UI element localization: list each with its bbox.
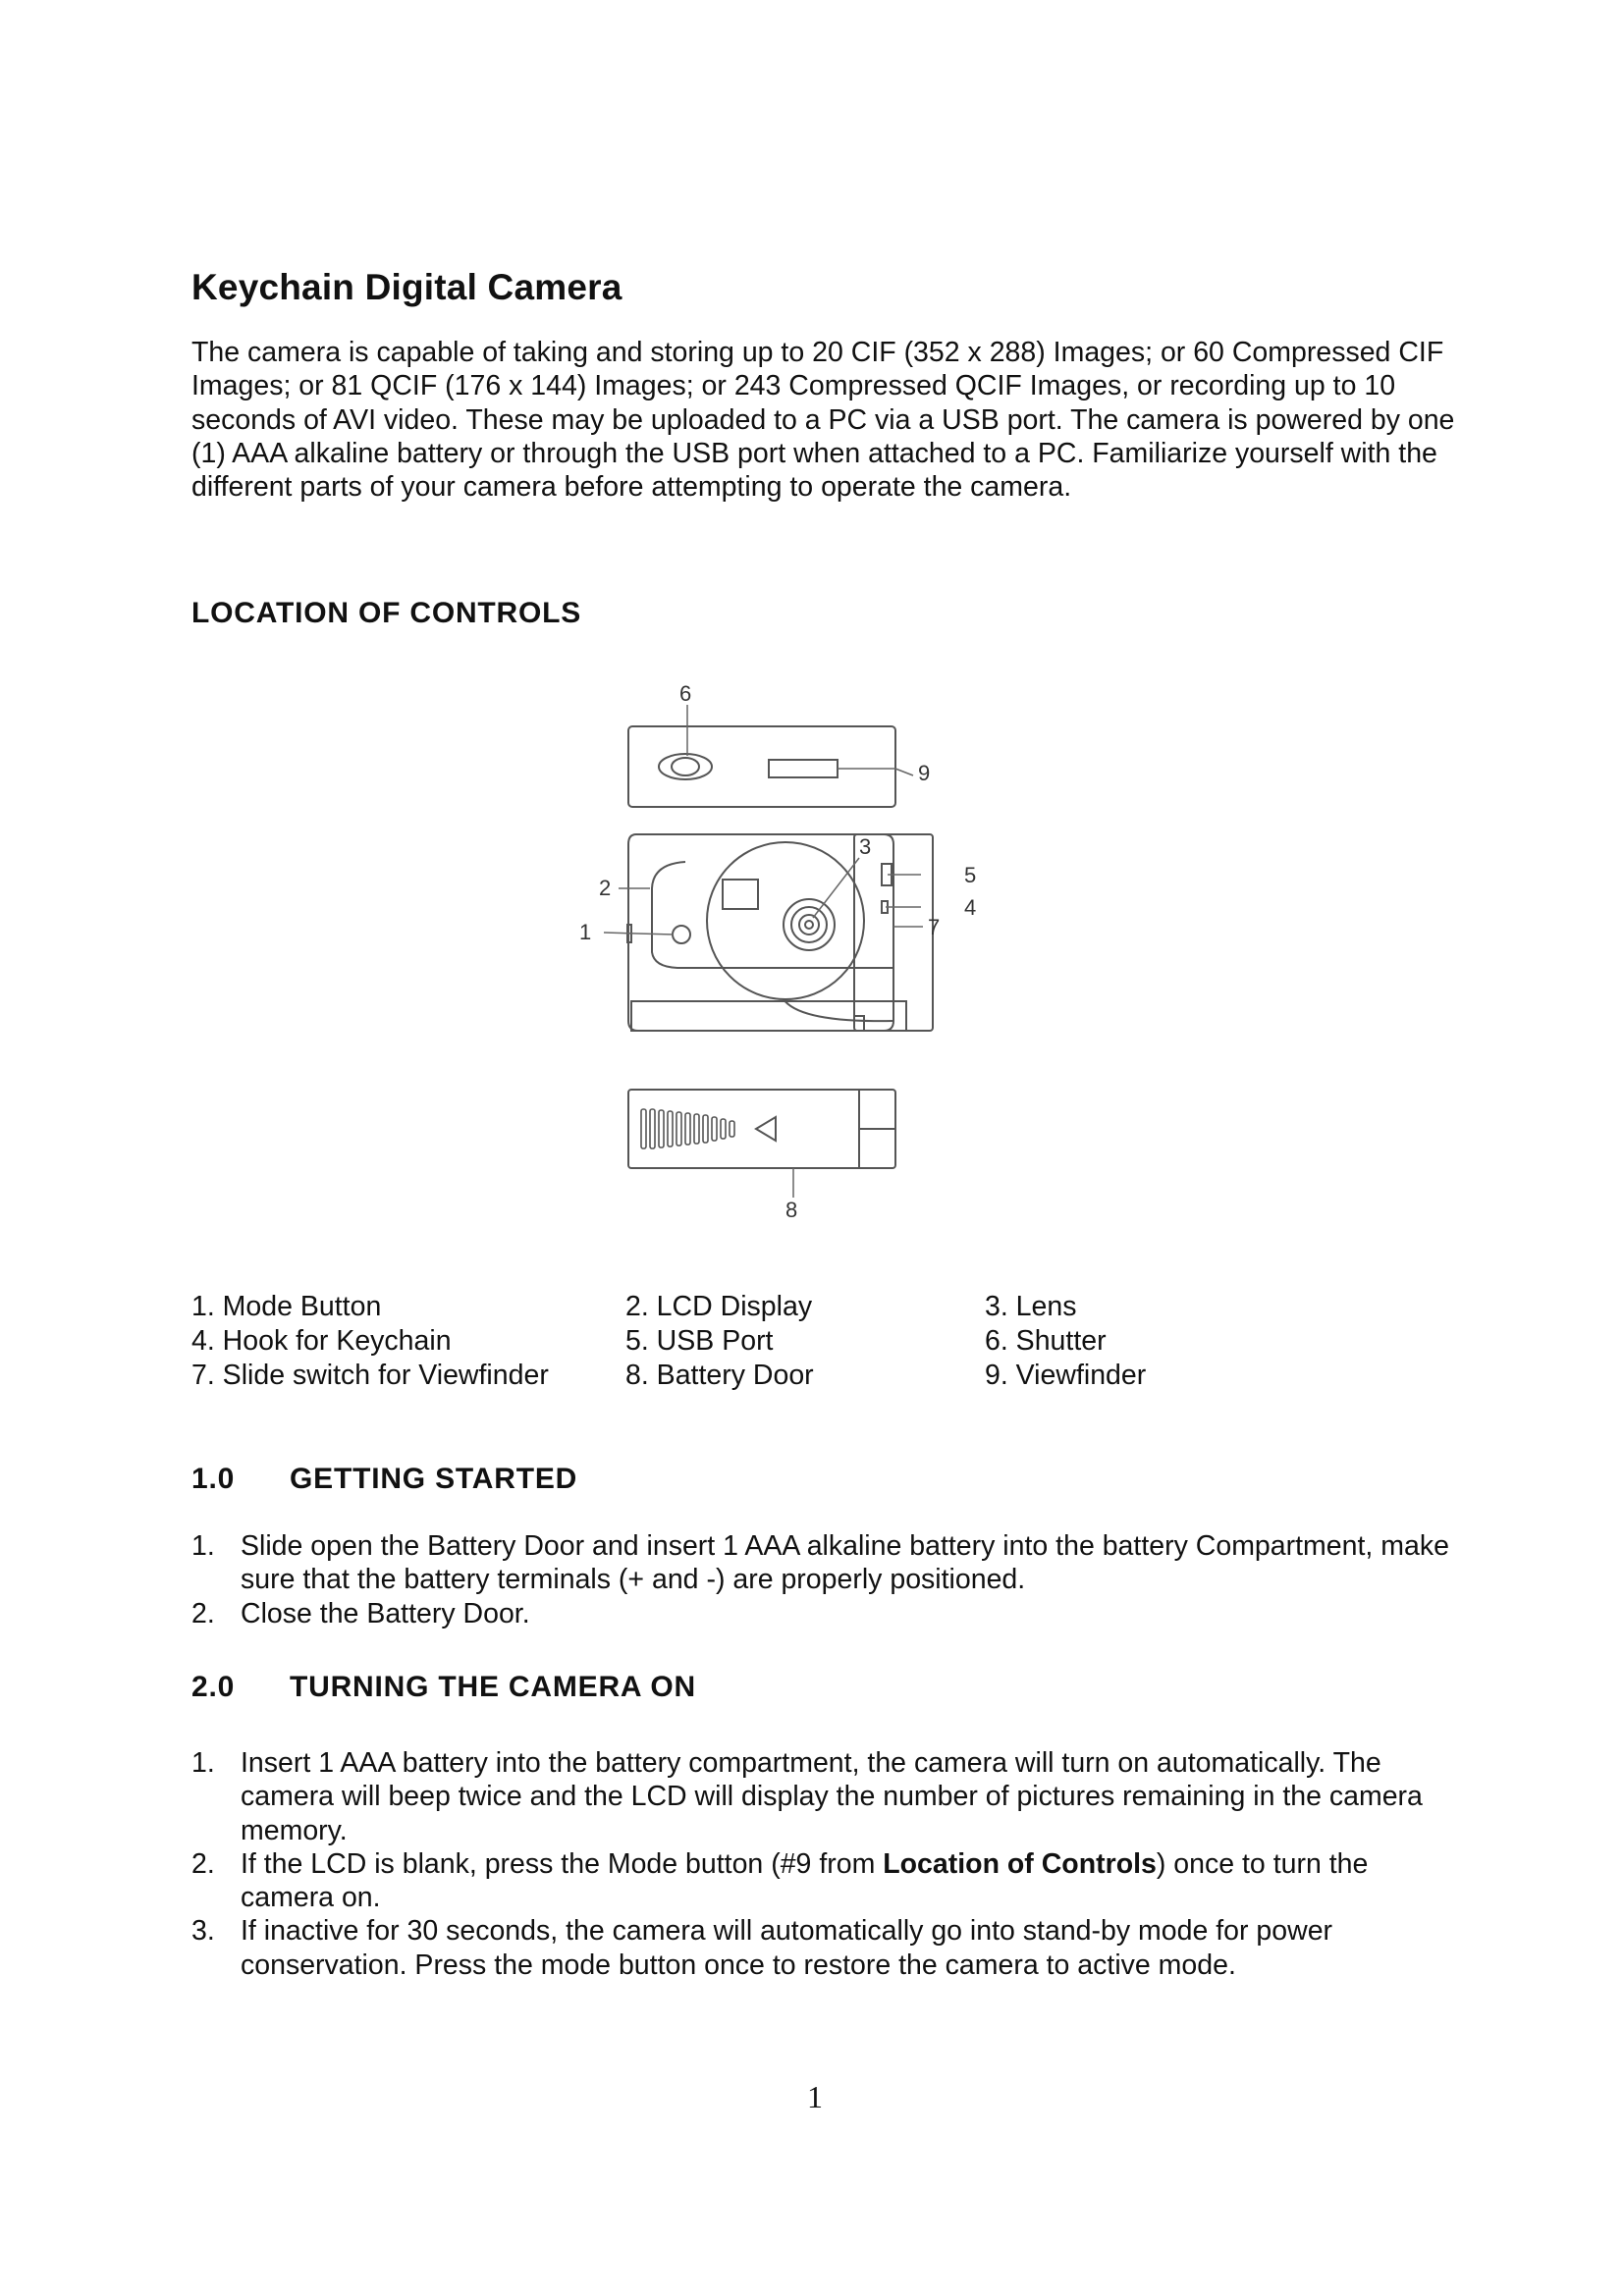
list-text: [241, 1848, 1368, 1913]
turning-on-list: [191, 1746, 1458, 1982]
list-text: Insert 1 AAA battery into the battery compartment, the camera will turn on automatically. The camera will beep twice and the LCD will display the number of pictures remaining in the camera memory.: [241, 1747, 1423, 1846]
mode-button: [673, 926, 690, 943]
diagram-label-7: 7: [928, 915, 941, 939]
intro-paragraph: The camera is capable of taking and storing up to 20 CIF (352 x 288) Images; or 60 Compressed CIF Images; or 81 QCIF (176 x 144) Images; or 243 Compressed QCIF Images, or recording up to 10 seconds of AVI video. These may be uploaded to a PC via a USB port. The camera is powered by one (1) AAA alkaline battery or through the USB port when attached to a PC. Familiarize yourself with the different parts of your camera before attempting to operate the camera.: [191, 337, 1455, 504]
diagram-label-9: 9: [918, 761, 931, 785]
controls-legend: [191, 1290, 1271, 1393]
controls-heading: LOCATION OF CONTROLS: [191, 597, 582, 629]
list-item: [191, 1847, 1458, 1915]
list-marker: 3.: [191, 1915, 215, 1948]
list-item: [191, 1914, 1458, 1982]
list-marker: 2.: [191, 1847, 215, 1880]
diagram-label-3: 3: [859, 834, 872, 859]
diagram-label-2: 2: [599, 876, 612, 900]
legend-item-mode-button: 1. Mode Button: [191, 1291, 382, 1322]
diagram-label-8: 8: [785, 1198, 798, 1217]
legend-item-viewfinder: 9. Viewfinder: [985, 1360, 1147, 1391]
battery-door-grip: [641, 1109, 734, 1148]
section-number: 2.0: [191, 1671, 236, 1703]
front-ring: [707, 842, 864, 999]
legend-item-slide-switch: 7. Slide switch for Viewfinder: [191, 1360, 549, 1391]
diagram-label-5: 5: [964, 863, 977, 887]
viewfinder-slot: [769, 760, 838, 777]
camera-controls-diagram: [530, 667, 1119, 1217]
legend-row: [191, 1359, 1271, 1393]
list-text-before: If the LCD is blank, press the Mode button (#9 from: [241, 1847, 884, 1880]
list-item: [191, 1597, 1458, 1630]
diagram-label-6: 6: [679, 681, 692, 706]
legend-item-shutter: 6. Shutter: [985, 1325, 1107, 1357]
list-item: [191, 1529, 1458, 1597]
legend-item-lens: 3. Lens: [985, 1291, 1077, 1322]
list-marker: 1.: [191, 1747, 215, 1779]
legend-item-usb-port: 5. USB Port: [625, 1325, 774, 1357]
list-text: If inactive for 30 seconds, the camera will automatically go into stand-by mode for power conservation. Press the mode button once to restore the camera to active mode.: [241, 1915, 1333, 1981]
lcd-display: [723, 880, 758, 909]
list-item: [191, 1746, 1458, 1847]
legend-row: [191, 1324, 1271, 1359]
section-title: GETTING STARTED: [290, 1463, 578, 1495]
diagram-label-1: 1: [579, 920, 592, 944]
list-text: Slide open the Battery Door and insert 1 AAA alkaline battery into the battery Compartment, make sure that the battery terminals (+ and -) are properly positioned.: [241, 1530, 1449, 1596]
list-marker: 2.: [191, 1597, 215, 1629]
location-of-controls-reference: Location of Controls: [883, 1847, 1157, 1880]
section-heading-turning-on: [191, 1671, 696, 1704]
page-number: 1: [807, 2079, 823, 2114]
document-title: Keychain Digital Camera: [191, 267, 622, 307]
section-number: 1.0: [191, 1463, 236, 1495]
getting-started-list: [191, 1529, 1458, 1630]
legend-row: [191, 1290, 1271, 1324]
section-title: TURNING THE CAMERA ON: [290, 1671, 697, 1703]
list-text: Close the Battery Door.: [241, 1597, 530, 1629]
camera-diagram-svg: [530, 667, 1119, 1217]
legend-item-battery-door: 8. Battery Door: [625, 1360, 814, 1391]
list-text-after: ) once to turn the camera on.: [241, 1847, 1369, 1914]
list-marker: 1.: [191, 1530, 215, 1562]
legend-item-hook: 4. Hook for Keychain: [191, 1325, 452, 1357]
diagram-label-4: 4: [964, 895, 977, 920]
document-page: [191, 0, 1455, 2296]
section-heading-getting-started: [191, 1463, 577, 1496]
legend-item-lcd-display: 2. LCD Display: [625, 1291, 813, 1322]
camera-top-view: [628, 726, 895, 807]
